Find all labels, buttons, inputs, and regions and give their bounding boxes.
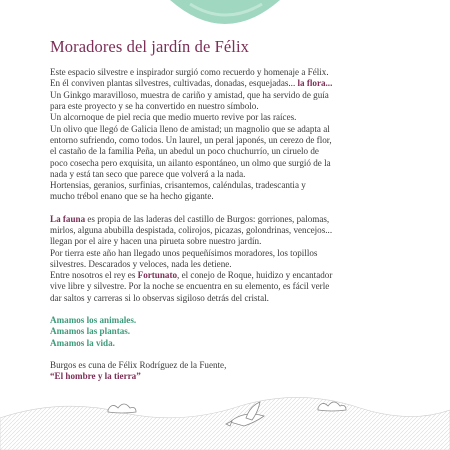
text-line: dar saltos y carreras si lo observas sigiloso detrás del cristal. bbox=[50, 292, 269, 303]
love-line: Amamos la vida. bbox=[50, 337, 115, 348]
text-line: En él conviven plantas silvestres, cultivadas, donadas, esquejadas... la flora... bbox=[50, 78, 333, 89]
sketch-ground bbox=[0, 397, 450, 450]
bottom-illustration bbox=[0, 378, 450, 450]
text-line: Un olivo que llegó de Galicia lleno de amistad; un magnolio que se adapta al bbox=[50, 123, 330, 134]
top-decoration bbox=[0, 0, 450, 30]
text-line: llegan por el aire y hacen una pirueta sobre nuestro jardín. bbox=[50, 236, 262, 247]
text-line: vive libre y silvestre. Por la noche se encuentra en su elemento, es fácil verle bbox=[50, 281, 330, 292]
text-line: silvestres. Descarados y veloces, nada les detiene. bbox=[50, 258, 232, 269]
text-line: mucho trébol enano que se ha hecho gigante. bbox=[50, 191, 214, 202]
flora-highlight: la flora... bbox=[297, 78, 333, 89]
text-line: Entre nosotros el rey es Fortunato, el conejo de Roque, huidizo y encantador bbox=[50, 270, 333, 281]
text-line: para este proyecto y se ha convertido en nuestro símbolo. bbox=[50, 101, 259, 112]
article bbox=[50, 38, 402, 383]
page-title: Moradores del jardín de Félix bbox=[50, 37, 250, 56]
text-line: Por tierra este año han llegado unos pequeñísimos moradores, los topillos bbox=[50, 247, 318, 258]
fortunato-highlight: Fortunato bbox=[137, 270, 178, 281]
closing-quote: “El hombre y la tierra” bbox=[50, 371, 141, 382]
text-line: Un alcornoque de piel recia que medio muerto revive por las raíces. bbox=[50, 112, 297, 123]
mint-circle-shape bbox=[170, 0, 280, 24]
cloud-left-icon bbox=[108, 404, 136, 413]
love-list bbox=[50, 315, 402, 349]
fauna-paragraph bbox=[50, 214, 402, 304]
text-line: nada y está tan seco que parece que volverá a la nada. bbox=[50, 168, 246, 179]
text-line: entorno sufriendo, como todos. Un laurel, un peral japonés, un cerezo de flor, bbox=[50, 134, 332, 145]
text-line: Este espacio silvestre e inspirador surgió como recuerdo y homenaje a Félix. bbox=[50, 67, 329, 78]
closing-line: Burgos es cuna de Félix Rodríguez de la Fuente, bbox=[50, 359, 227, 370]
text-line: poco cosecha pero exquisita, un ailanto espontáneo, un olmo que surgió de la bbox=[50, 157, 331, 168]
fauna-highlight: La fauna bbox=[50, 213, 86, 224]
love-line: Amamos los animales. bbox=[50, 315, 137, 326]
love-line: Amamos las plantas. bbox=[50, 326, 131, 337]
flora-paragraph bbox=[50, 67, 402, 203]
text-line: Un Ginkgo maravilloso, muestra de cariño y amistad, que ha servido de guía bbox=[50, 89, 329, 100]
text-line: La fauna es propia de las laderas del castillo de Burgos: gorriones, palomas, bbox=[50, 213, 330, 224]
text-line: Hortensias, geranios, surfinias, crisantemos, caléndulas, tradescantia y bbox=[50, 180, 306, 191]
text-line: el castaño de la familia Peña, un abedul un poco chuchurrío, un ciruelo de bbox=[50, 146, 319, 157]
text-line: mirlos, alguna abubilla despistada, colirojos, picazas, golondrinas, vencejos... bbox=[50, 225, 333, 235]
